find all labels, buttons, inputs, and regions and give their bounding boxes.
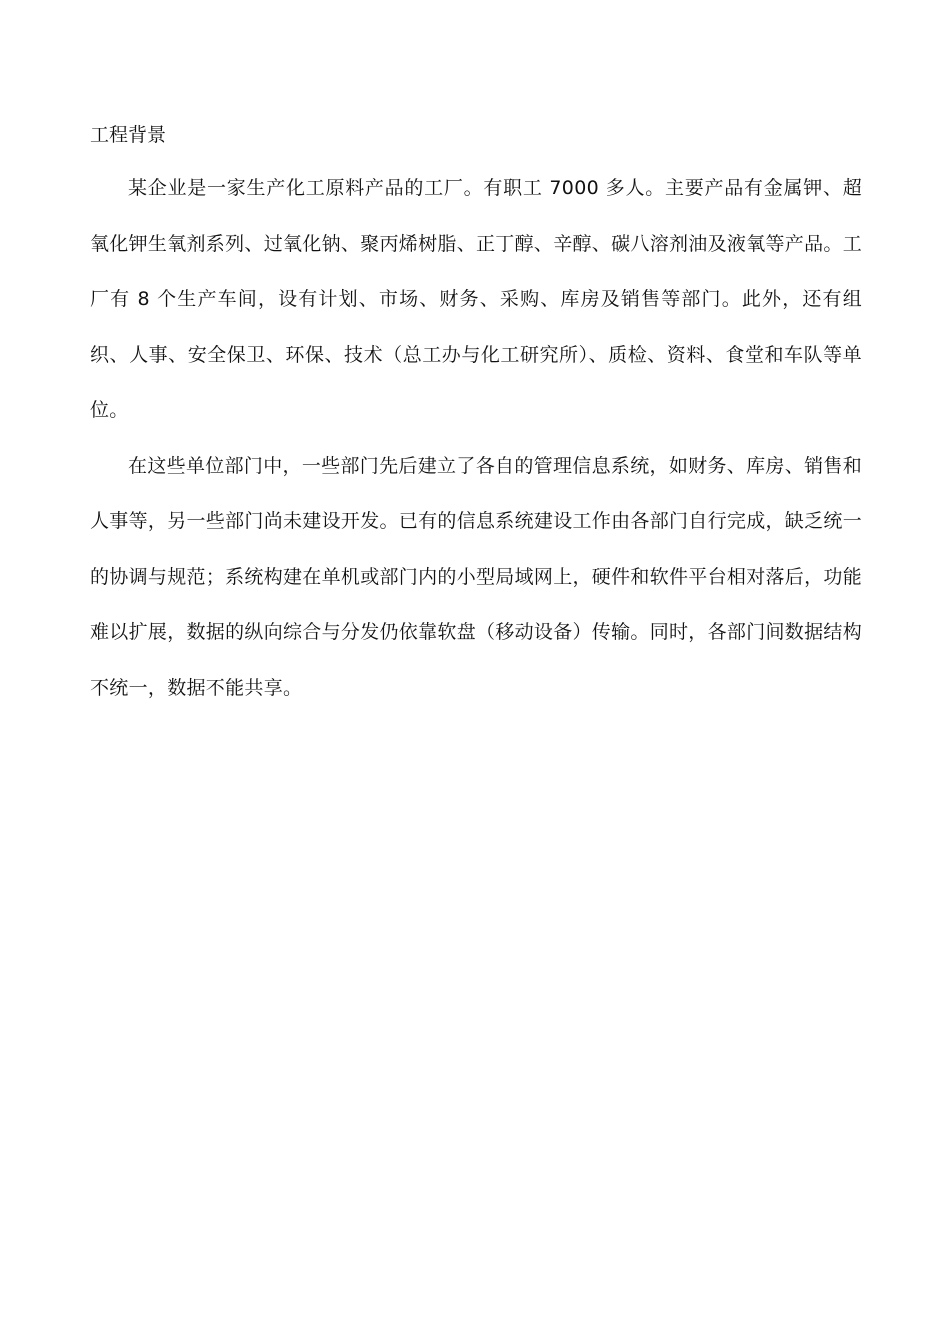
- paragraph-current-systems: 在这些单位部门中，一些部门先后建立了各自的管理信息系统，如财务、库房、销售和人事等，另一些部门尚未建设开发。已有的信息系统建设工作由各部门自行完成，缺乏统一的协调与规范；系统构建在单机或部门内的小型局域网上，硬件和软件平台相对落后，功能难以扩展，数据的纵向综合与分发仍依靠软盘（移动设备）传输。同时，各部门间数据结构不统一，数据不能共享。: [90, 454, 863, 699]
- document-body: [90, 109, 862, 716]
- paragraph-background: 某企业是一家生产化工原料产品的工厂。有职工 7000 多人。主要产品有金属钾、超氧化钾生氧剂系列、过氧化钠、聚丙烯树脂、正丁醇、辛醇、碳八溶剂油及液氧等产品。工厂有 8 个生产车间，设有计划、市场、财务、采购、库房及销售等部门。此外，还有组织、人事、安全保卫、环保、技术（总工办与化工研究所）、质检、资料、食堂和车队等单位。: [90, 177, 863, 421]
- section-heading: 工程背景: [90, 124, 167, 146]
